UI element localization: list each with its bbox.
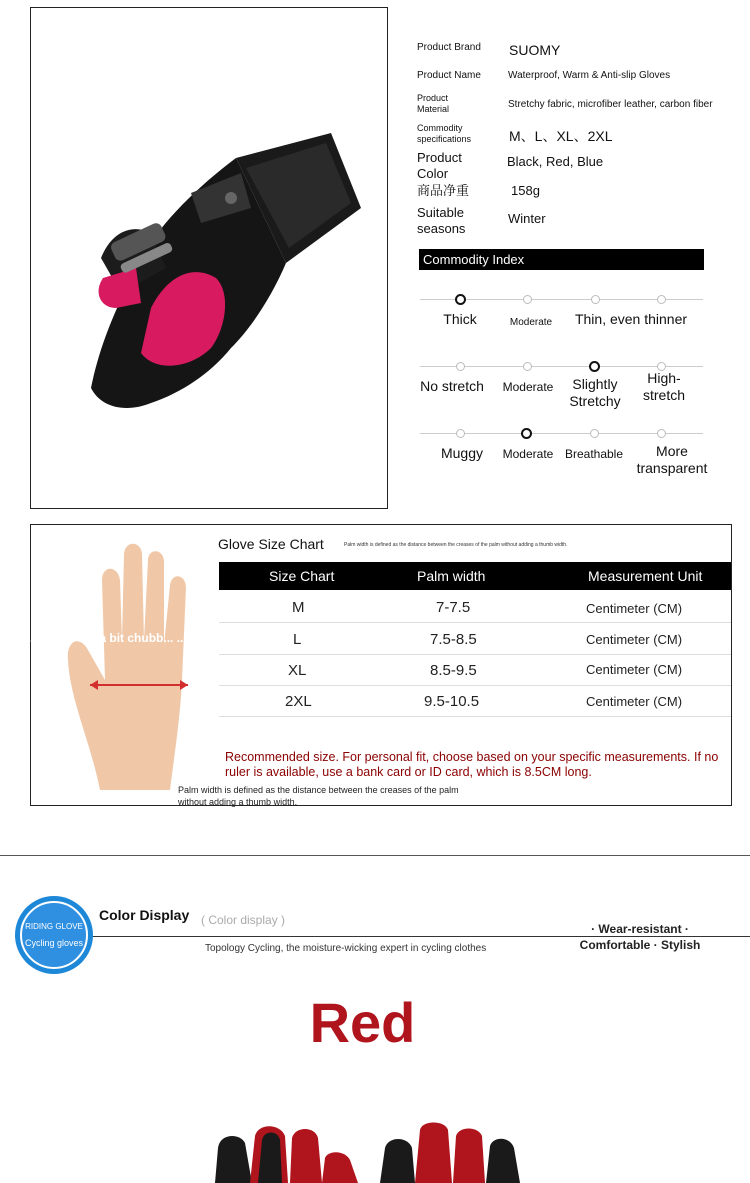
size-chart-header-row [219,562,731,590]
glove-image [31,8,387,508]
table-row-palm: 7.5-8.5 [430,631,477,648]
thickness-dot-thin [591,295,600,304]
table-row-size: M [292,599,305,616]
table-row-size: L [293,631,302,648]
table-row-palm: 7-7.5 [436,599,471,616]
commodity-index-header: Commodity Index [419,249,704,270]
header-unit: Measurement Unit [588,568,703,584]
spec-label-specifications: Commodity specifications [417,123,472,144]
spec-value-brand: SUOMY [509,42,561,58]
stretch-dot-moderate [523,362,532,371]
spec-value-weight: 158g [511,183,540,198]
size-chart-title: Glove Size Chart [218,536,324,552]
spec-label-weight: 商品净重 [417,183,470,198]
title-underline [15,936,750,937]
size-chart-subtitle: Palm width is defined as the distance between the creases of the palm without adding a thumb width. [344,542,568,548]
badge-text-riding: RIDING GLOVE [25,922,83,931]
row-divider [219,685,731,686]
stretch-option-none: No stretch [420,378,484,394]
row-divider [219,622,731,623]
brand-tagline: Topology Cycling, the moisture-wicking expert in cycling clothes [205,943,487,954]
breath-option-moderate: Moderate [502,447,554,461]
features-line-1: · Wear-resistant · [591,922,689,936]
section-divider [0,855,750,856]
hand-overlay-text: ...palms are a bit chubb... ...up. [30,631,205,645]
badge-text-cycling: Cycling gloves [24,938,84,948]
table-row-palm: 9.5-10.5 [424,693,480,710]
breath-dot-muggy [456,429,465,438]
color-display-subtitle: ( Color display ) [201,913,286,927]
breath-dot-transparent [657,429,666,438]
stretch-option-high: High-stretch [642,370,685,403]
breath-option-muggy: Muggy [440,445,484,461]
thickness-dot-thick [455,294,466,305]
thickness-option-moderate: Moderate [509,317,553,328]
table-row-size: XL [288,662,307,679]
spec-value-color: Black, Red, Blue [507,154,604,169]
spec-value-name: Waterproof, Warm & Anti-slip Gloves [508,70,671,81]
stretch-dot-slight [589,361,600,372]
table-row-unit: Centimeter (CM) [586,601,683,616]
spec-label-name: Product Name [417,70,481,81]
table-row-size: 2XL [285,693,312,710]
spec-label-brand: Product Brand [417,42,481,53]
thickness-dot-moderate [523,295,532,304]
table-row-unit: Centimeter (CM) [586,662,683,677]
product-image-frame [30,7,388,509]
table-row-palm: 8.5-9.5 [430,662,477,679]
red-gloves-image [210,1118,530,1183]
spec-value-specifications: M、L、XL、2XL [509,128,613,144]
size-recommendation: Recommended size. For personal fit, choose based on your specific measurements. If no ruler is available, use a bank card or ID card, which is 8.5CM long. [225,750,719,779]
breath-option-breathable: Breathable [564,447,624,461]
thickness-option-thick: Thick [443,311,477,327]
spec-label-season: Suitable seasons [417,205,466,236]
thickness-option-thin: Thin, even thinner [574,311,688,327]
thickness-dot-extra [657,295,666,304]
stretch-dot-none [456,362,465,371]
table-row-unit: Centimeter (CM) [586,694,683,709]
stretch-option-slight: Slightly Stretchy [569,376,621,409]
spec-value-material: Stretchy fabric, microfiber leather, carbon fiber [508,99,713,110]
spec-value-season: Winter [508,211,546,226]
hand-image [60,540,220,790]
breath-dot-breathable [590,429,599,438]
header-size: Size Chart [269,568,335,584]
header-palm: Palm width [417,568,486,584]
row-divider [219,654,731,655]
stretch-option-moderate: Moderate [502,380,554,394]
row-divider [219,716,731,717]
features-line-2: Comfortable · Stylish [579,938,701,952]
color-display-title: Color Display [99,907,190,923]
breath-option-transparent: More transparent [636,443,708,476]
breath-dot-moderate [521,428,532,439]
spec-label-color: Product Color [417,150,462,181]
spec-label-material: Product Material [417,93,450,114]
riding-glove-badge-inner [20,901,88,969]
color-name-heading: Red [309,991,416,1054]
palm-width-note: Palm width is defined as the distance between the creases of the palm without adding a thumb width. [178,785,459,807]
table-row-unit: Centimeter (CM) [586,632,683,647]
